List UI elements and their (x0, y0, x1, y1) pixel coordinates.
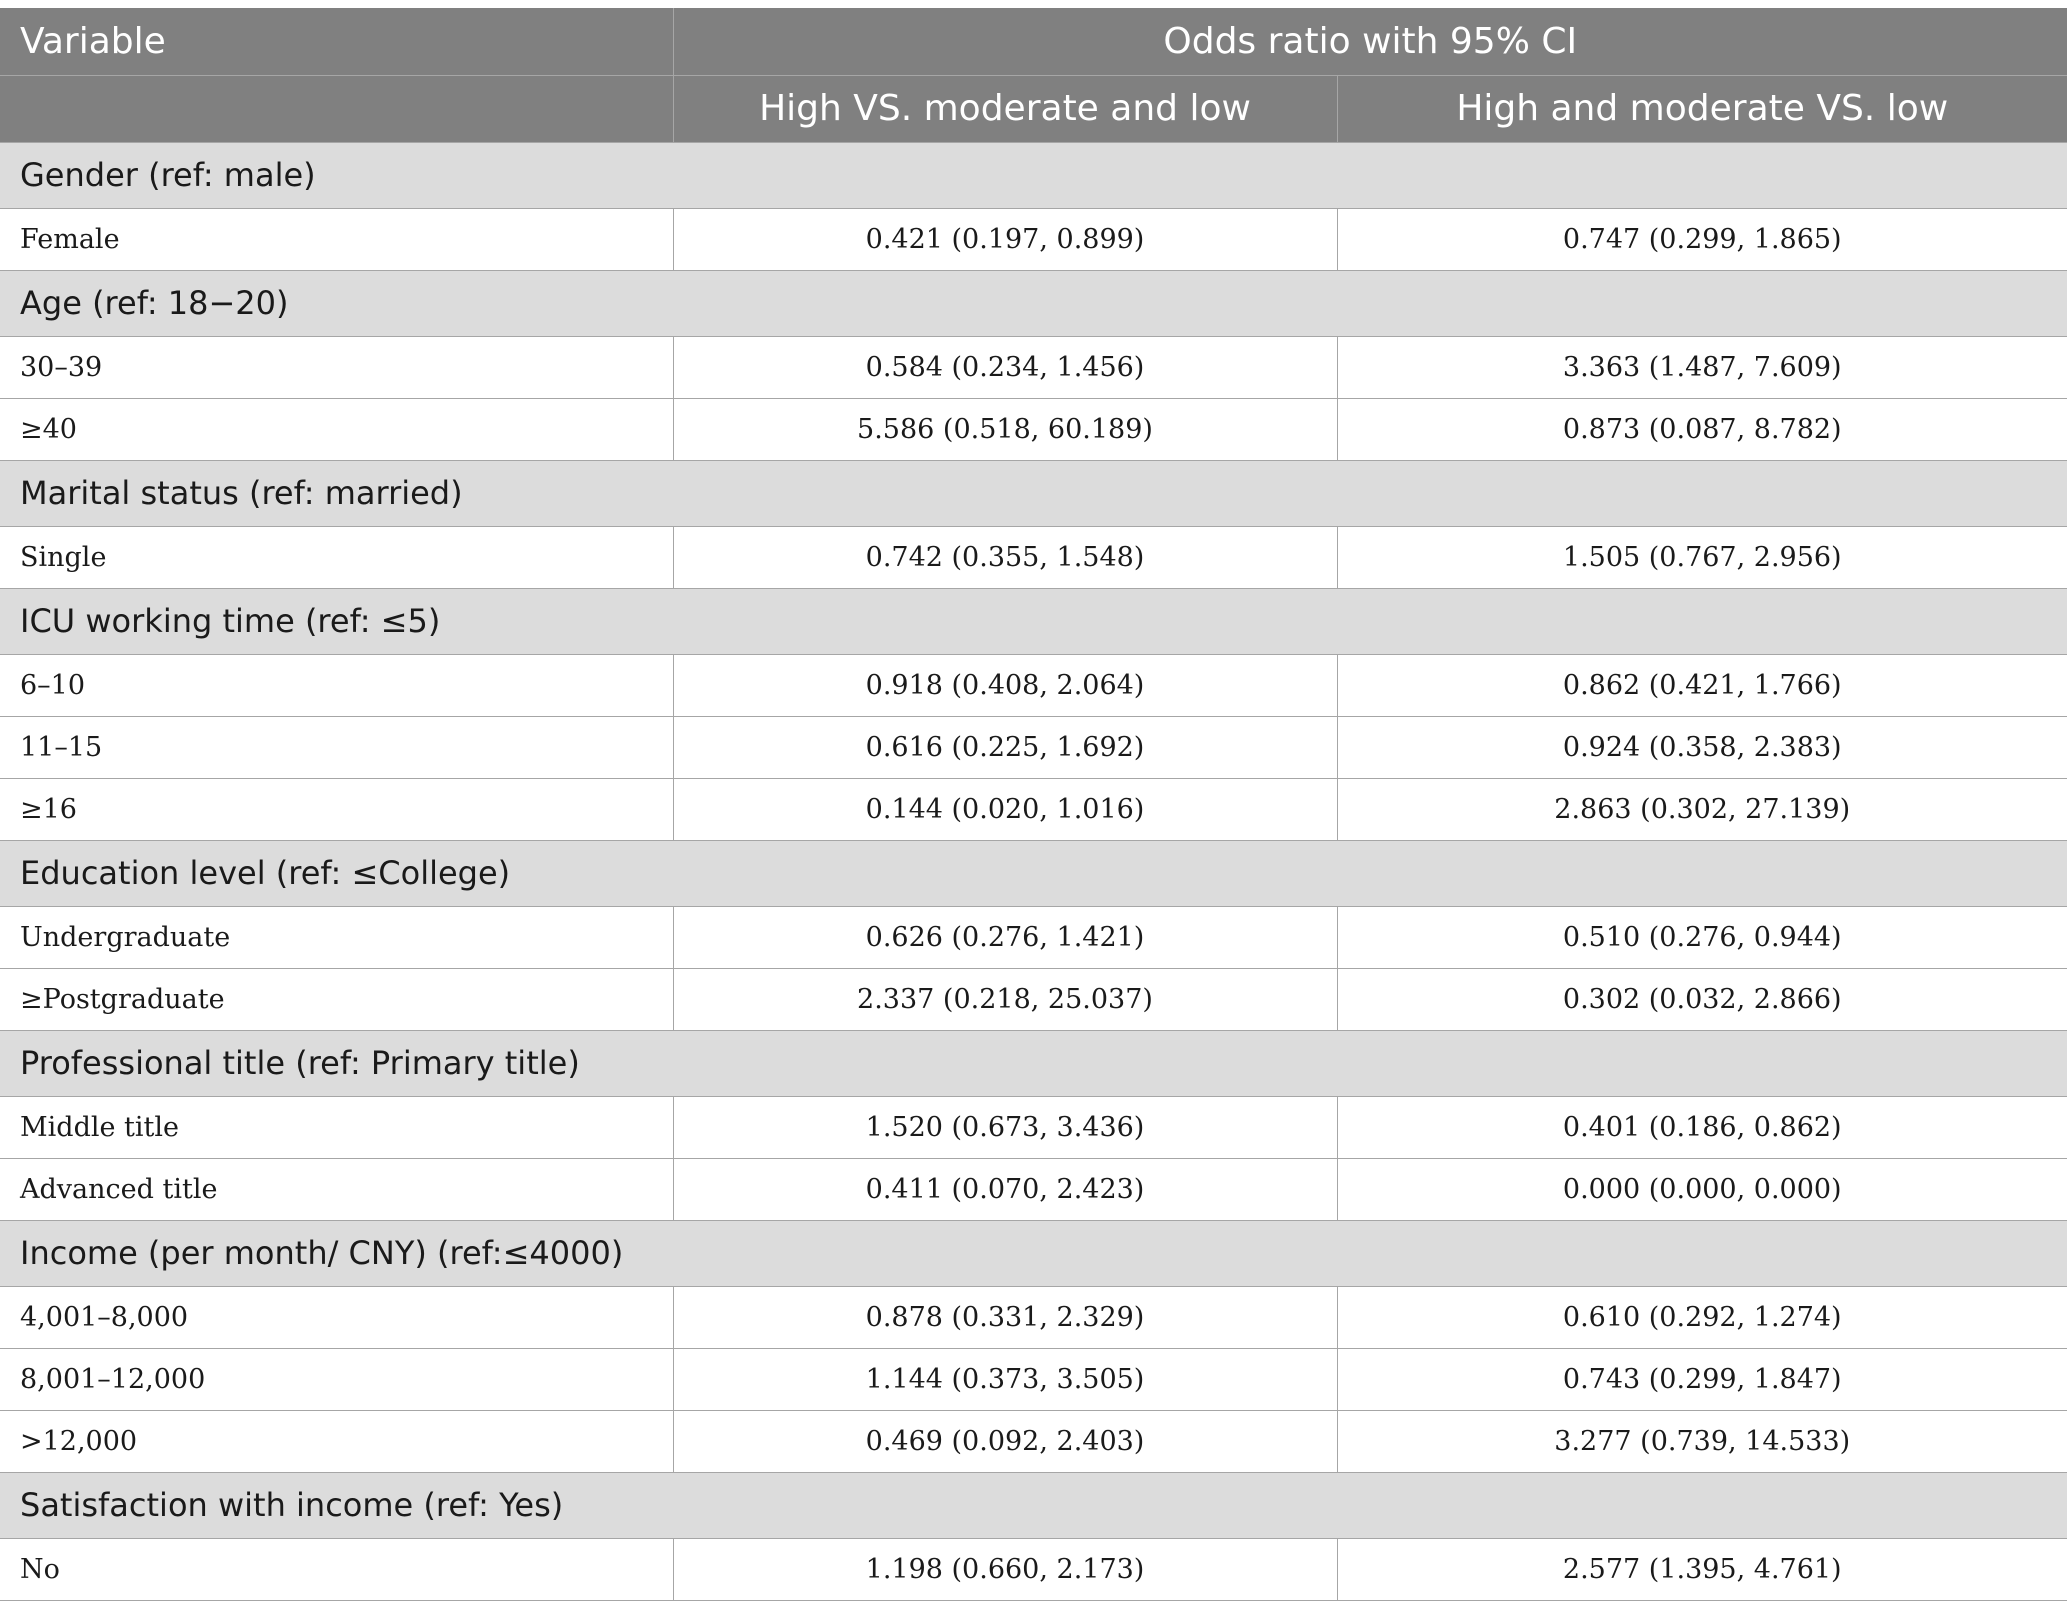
row-label: Middle title (0, 1096, 673, 1158)
group-title: Age (ref: 18−20) (0, 270, 2067, 336)
table-row (0, 654, 2067, 716)
row-label: ≥16 (0, 778, 673, 840)
header-variable: Variable (0, 8, 673, 75)
value-high-vs-moderate-low: 1.144 (0.373, 3.505) (673, 1348, 1337, 1410)
group-title: Satisfaction with income (ref: Yes) (0, 1472, 2067, 1538)
value-high-moderate-vs-low: 3.277 (0.739, 14.533) (1337, 1410, 2067, 1472)
table-row (0, 336, 2067, 398)
row-label: 11–15 (0, 716, 673, 778)
header-odds-ratio: Odds ratio with 95% CI (673, 8, 2067, 75)
row-label: Undergraduate (0, 906, 673, 968)
row-label: 30–39 (0, 336, 673, 398)
value-high-vs-moderate-low: 0.411 (0.070, 2.423) (673, 1158, 1337, 1220)
value-high-moderate-vs-low: 0.747 (0.299, 1.865) (1337, 208, 2067, 270)
row-label: 6–10 (0, 654, 673, 716)
group-title: Income (per month/ CNY) (ref:≤4000) (0, 1220, 2067, 1286)
header-high-moderate-vs-low: High and moderate VS. low (1337, 75, 2067, 142)
group-row (0, 840, 2067, 906)
group-row (0, 588, 2067, 654)
table-row (0, 1158, 2067, 1220)
group-row (0, 270, 2067, 336)
row-label: Female (0, 208, 673, 270)
group-title: Gender (ref: male) (0, 142, 2067, 208)
row-label: Single (0, 526, 673, 588)
value-high-vs-moderate-low: 5.586 (0.518, 60.189) (673, 398, 1337, 460)
group-row (0, 1030, 2067, 1096)
table-row (0, 1348, 2067, 1410)
value-high-vs-moderate-low: 1.198 (0.660, 2.173) (673, 1538, 1337, 1600)
table-row (0, 716, 2067, 778)
value-high-vs-moderate-low: 0.469 (0.092, 2.403) (673, 1410, 1337, 1472)
row-label: No (0, 1538, 673, 1600)
value-high-moderate-vs-low: 0.000 (0.000, 0.000) (1337, 1158, 2067, 1220)
value-high-vs-moderate-low: 0.878 (0.331, 2.329) (673, 1286, 1337, 1348)
group-title: Education level (ref: ≤College) (0, 840, 2067, 906)
odds-ratio-table (0, 8, 2067, 1601)
value-high-vs-moderate-low: 0.918 (0.408, 2.064) (673, 654, 1337, 716)
value-high-vs-moderate-low: 0.616 (0.225, 1.692) (673, 716, 1337, 778)
table-header (0, 8, 2067, 142)
table-row (0, 1096, 2067, 1158)
row-label: >12,000 (0, 1410, 673, 1472)
value-high-moderate-vs-low: 0.873 (0.087, 8.782) (1337, 398, 2067, 460)
value-high-vs-moderate-low: 0.626 (0.276, 1.421) (673, 906, 1337, 968)
table-row (0, 778, 2067, 840)
value-high-vs-moderate-low: 0.584 (0.234, 1.456) (673, 336, 1337, 398)
header-high-vs-moderate-low: High VS. moderate and low (673, 75, 1337, 142)
value-high-moderate-vs-low: 2.863 (0.302, 27.139) (1337, 778, 2067, 840)
group-row (0, 1220, 2067, 1286)
table-row (0, 208, 2067, 270)
header-empty (0, 75, 673, 142)
value-high-moderate-vs-low: 0.862 (0.421, 1.766) (1337, 654, 2067, 716)
table-body (0, 142, 2067, 1600)
value-high-vs-moderate-low: 2.337 (0.218, 25.037) (673, 968, 1337, 1030)
value-high-vs-moderate-low: 0.144 (0.020, 1.016) (673, 778, 1337, 840)
table-row (0, 1286, 2067, 1348)
value-high-moderate-vs-low: 1.505 (0.767, 2.956) (1337, 526, 2067, 588)
value-high-moderate-vs-low: 0.510 (0.276, 0.944) (1337, 906, 2067, 968)
value-high-moderate-vs-low: 0.610 (0.292, 1.274) (1337, 1286, 2067, 1348)
odds-ratio-table-container (0, 8, 2067, 1601)
value-high-vs-moderate-low: 0.421 (0.197, 0.899) (673, 208, 1337, 270)
row-label: 4,001–8,000 (0, 1286, 673, 1348)
value-high-moderate-vs-low: 0.924 (0.358, 2.383) (1337, 716, 2067, 778)
table-row (0, 906, 2067, 968)
row-label: 8,001–12,000 (0, 1348, 673, 1410)
group-title: Professional title (ref: Primary title) (0, 1030, 2067, 1096)
group-row (0, 460, 2067, 526)
value-high-moderate-vs-low: 3.363 (1.487, 7.609) (1337, 336, 2067, 398)
table-row (0, 1410, 2067, 1472)
row-label: ≥Postgraduate (0, 968, 673, 1030)
table-row (0, 526, 2067, 588)
row-label: ≥40 (0, 398, 673, 460)
table-row (0, 968, 2067, 1030)
value-high-moderate-vs-low: 2.577 (1.395, 4.761) (1337, 1538, 2067, 1600)
group-row (0, 1472, 2067, 1538)
group-row (0, 142, 2067, 208)
table-row (0, 398, 2067, 460)
group-title: ICU working time (ref: ≤5) (0, 588, 2067, 654)
value-high-moderate-vs-low: 0.743 (0.299, 1.847) (1337, 1348, 2067, 1410)
value-high-vs-moderate-low: 0.742 (0.355, 1.548) (673, 526, 1337, 588)
group-title: Marital status (ref: married) (0, 460, 2067, 526)
row-label: Advanced title (0, 1158, 673, 1220)
value-high-moderate-vs-low: 0.401 (0.186, 0.862) (1337, 1096, 2067, 1158)
value-high-vs-moderate-low: 1.520 (0.673, 3.436) (673, 1096, 1337, 1158)
table-row (0, 1538, 2067, 1600)
value-high-moderate-vs-low: 0.302 (0.032, 2.866) (1337, 968, 2067, 1030)
